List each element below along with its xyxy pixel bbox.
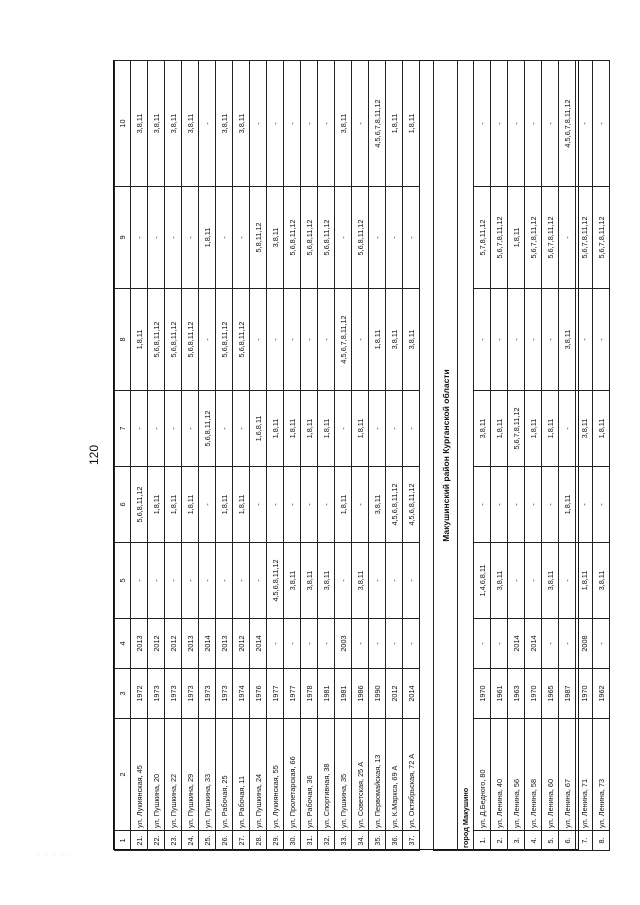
table-cell: - bbox=[267, 61, 284, 187]
table-cell: - bbox=[199, 289, 216, 391]
table-cell: - bbox=[576, 289, 593, 391]
table-row bbox=[386, 61, 403, 851]
table-cell: - bbox=[593, 61, 610, 187]
table-cell: - bbox=[576, 467, 593, 543]
table-cell: ул. Д.Бедного, 80 bbox=[474, 719, 491, 831]
column-number-cell: 9 bbox=[115, 187, 131, 289]
column-number-cell: 10 bbox=[115, 61, 131, 187]
table-cell: - bbox=[131, 391, 148, 467]
table-cell: - bbox=[386, 543, 403, 619]
table-cell: 21. bbox=[131, 831, 148, 851]
table-cell: 1970 bbox=[474, 669, 491, 719]
table-row bbox=[474, 61, 491, 851]
table-cell: 2003 bbox=[335, 619, 352, 669]
table-cell: 1970 bbox=[525, 669, 542, 719]
table-cell: 5,6,7,8,11,12 bbox=[542, 187, 559, 289]
table-cell: - bbox=[542, 61, 559, 187]
table-cell: - bbox=[216, 543, 233, 619]
column-number-cell: 7 bbox=[115, 391, 131, 467]
table-cell: - bbox=[182, 187, 199, 289]
table-cell: 5,6,8,11,12 bbox=[199, 391, 216, 467]
table-cell: 26. bbox=[216, 831, 233, 851]
separator-row bbox=[420, 61, 434, 851]
table-cell: 1973 bbox=[148, 669, 165, 719]
table-cell: 2014 bbox=[403, 669, 420, 719]
table-cell: - bbox=[335, 543, 352, 619]
table-cell: - bbox=[593, 619, 610, 669]
table-cell: 30. bbox=[284, 831, 301, 851]
table-cell: ул. Пушкина, 35 bbox=[335, 719, 352, 831]
table-cell: 2014 bbox=[250, 619, 267, 669]
table-cell: - bbox=[508, 289, 525, 391]
table-cell: - bbox=[352, 61, 369, 187]
district-section-row bbox=[434, 61, 458, 851]
table-cell: - bbox=[525, 543, 542, 619]
table-cell: 3,8,11 bbox=[491, 543, 508, 619]
table-cell: - bbox=[403, 187, 420, 289]
table-row bbox=[508, 61, 525, 851]
table-cell: 1986 bbox=[352, 669, 369, 719]
table-cell: 2012 bbox=[386, 669, 403, 719]
table-cell: ул. Ленина, 73 bbox=[593, 719, 610, 831]
table-cell: 2008 bbox=[576, 619, 593, 669]
table-cell: 1,8,11 bbox=[335, 467, 352, 543]
table-row bbox=[233, 61, 250, 851]
table-cell: 5,6,7,8,11,12 bbox=[576, 187, 593, 289]
table-cell: 1,8,11 bbox=[491, 391, 508, 467]
table-cell: - bbox=[369, 543, 386, 619]
table-cell: 4,5,6,7,8,11,12 bbox=[369, 61, 386, 187]
table-cell: 1,6,8,11 bbox=[250, 391, 267, 467]
table-cell: 1987 bbox=[559, 669, 576, 719]
table-cell: 22. bbox=[148, 831, 165, 851]
table-cell: - bbox=[199, 543, 216, 619]
table-cell: 5,6,7,8,11,12 bbox=[593, 187, 610, 289]
table-cell: - bbox=[335, 187, 352, 289]
table-row bbox=[284, 61, 301, 851]
table-cell: - bbox=[474, 619, 491, 669]
table-cell: 1,8,11 bbox=[148, 467, 165, 543]
table-cell: 3,8,11 bbox=[284, 543, 301, 619]
column-number-header-row bbox=[115, 61, 131, 851]
table-cell: 1,8,11 bbox=[576, 543, 593, 619]
table-row bbox=[335, 61, 352, 851]
table-row bbox=[199, 61, 216, 851]
table-cell: ул. Пролетарская, 66 bbox=[284, 719, 301, 831]
column-number-cell: 8 bbox=[115, 289, 131, 391]
table-cell: - bbox=[301, 467, 318, 543]
table-cell: 1,8,11 bbox=[199, 187, 216, 289]
table-cell: 1976 bbox=[250, 669, 267, 719]
table-cell: 5,6,8,11,12 bbox=[216, 289, 233, 391]
table-cell: 27. bbox=[233, 831, 250, 851]
table-cell: 5. bbox=[542, 831, 559, 851]
table-cell: 1,8,11 bbox=[301, 391, 318, 467]
table-cell: - bbox=[474, 289, 491, 391]
table-cell: ул. Пушкина, 22 bbox=[165, 719, 182, 831]
table-row bbox=[131, 61, 148, 851]
table-cell: 23. bbox=[165, 831, 182, 851]
table-cell: 32. bbox=[318, 831, 335, 851]
separator-cell bbox=[420, 61, 434, 851]
table-cell: 3,8,11 bbox=[576, 391, 593, 467]
table-cell: - bbox=[474, 61, 491, 187]
table-cell: 33. bbox=[335, 831, 352, 851]
table-row bbox=[593, 61, 610, 851]
table-cell: 1. bbox=[474, 831, 491, 851]
table-cell: 3,8,11 bbox=[165, 61, 182, 187]
table-cell: - bbox=[216, 391, 233, 467]
table-cell: 2013 bbox=[182, 619, 199, 669]
table-body bbox=[115, 61, 610, 851]
table-cell: - bbox=[148, 187, 165, 289]
table-row bbox=[148, 61, 165, 851]
table-cell: - bbox=[165, 391, 182, 467]
column-number-cell: 5 bbox=[115, 543, 131, 619]
table-cell: - bbox=[301, 619, 318, 669]
table-cell: 28. bbox=[250, 831, 267, 851]
table-cell: - bbox=[318, 61, 335, 187]
table-cell: 5,6,8,11,12 bbox=[301, 187, 318, 289]
table-cell: 1,8,11 bbox=[593, 391, 610, 467]
table-cell: - bbox=[403, 391, 420, 467]
table-cell: - bbox=[369, 391, 386, 467]
table-cell: 5,7,8,11,12 bbox=[474, 187, 491, 289]
table-cell: 1,8,11 bbox=[131, 289, 148, 391]
table-cell: - bbox=[559, 543, 576, 619]
table-cell: - bbox=[559, 187, 576, 289]
table-cell: 2012 bbox=[148, 619, 165, 669]
table-cell: ул. Пушкина, 29 bbox=[182, 719, 199, 831]
table-cell: 1970 bbox=[576, 669, 593, 719]
table-cell: 1,8,11 bbox=[369, 289, 386, 391]
table-cell: - bbox=[250, 467, 267, 543]
table-cell: - bbox=[525, 61, 542, 187]
table-row bbox=[403, 61, 420, 851]
table-cell: - bbox=[199, 61, 216, 187]
table-cell: 37. bbox=[403, 831, 420, 851]
column-number-cell: 4 bbox=[115, 619, 131, 669]
column-number-cell: 3 bbox=[115, 669, 131, 719]
table-cell: 1,8,11 bbox=[216, 467, 233, 543]
table-cell: - bbox=[559, 619, 576, 669]
table-cell: 4. bbox=[525, 831, 542, 851]
table-cell: ул. Ленина, 58 bbox=[525, 719, 542, 831]
table-cell: 3,8,11 bbox=[352, 543, 369, 619]
table-cell: 1,8,11 bbox=[352, 391, 369, 467]
table-cell: 5,6,7,8,11,12 bbox=[491, 187, 508, 289]
table-cell: 5,6,8,11,12 bbox=[148, 289, 165, 391]
table-cell: 1965 bbox=[542, 669, 559, 719]
table-cell: ул. Советская, 25 А bbox=[352, 719, 369, 831]
table-cell: - bbox=[148, 391, 165, 467]
table-row bbox=[559, 61, 576, 851]
table-cell: 6. bbox=[559, 831, 576, 851]
table-cell: - bbox=[318, 467, 335, 543]
table-cell: 1973 bbox=[216, 669, 233, 719]
table-cell: 1961 bbox=[491, 669, 508, 719]
table-cell: - bbox=[182, 391, 199, 467]
table-cell: 1977 bbox=[267, 669, 284, 719]
table-row bbox=[267, 61, 284, 851]
housing-repair-schedule-table bbox=[114, 60, 610, 851]
table-cell: - bbox=[199, 467, 216, 543]
table-cell: - bbox=[542, 467, 559, 543]
table-cell: 4,5,6,8,11,12 bbox=[386, 467, 403, 543]
table-cell: 2014 bbox=[508, 619, 525, 669]
table-cell: 3,8,11 bbox=[301, 543, 318, 619]
table-cell: - bbox=[403, 619, 420, 669]
table-cell: 5,6,8,11,12 bbox=[284, 187, 301, 289]
table-cell: ул. Первомайская, 13 bbox=[369, 719, 386, 831]
table-cell: ул. Рабочая, 25 bbox=[216, 719, 233, 831]
table-cell: 1,8,11 bbox=[165, 467, 182, 543]
table-cell: 3,8,11 bbox=[386, 289, 403, 391]
table-cell: 1977 bbox=[284, 669, 301, 719]
table-cell: 31. bbox=[301, 831, 318, 851]
table-cell: - bbox=[559, 391, 576, 467]
table-cell: ул. Рабочая, 36 bbox=[301, 719, 318, 831]
district-title: Макушинский район Курганской области bbox=[434, 61, 458, 851]
table-cell: 1973 bbox=[165, 669, 182, 719]
table-cell: - bbox=[491, 289, 508, 391]
table-cell: - bbox=[508, 61, 525, 187]
table-cell: - bbox=[369, 619, 386, 669]
table-cell: ул. Пушкина, 20 bbox=[148, 719, 165, 831]
table-cell: ул. Октябрьская, 72 А bbox=[403, 719, 420, 831]
table-cell: 3,8,11 bbox=[593, 543, 610, 619]
table-cell: 1,8,11 bbox=[182, 467, 199, 543]
table-row bbox=[318, 61, 335, 851]
table-cell: 1973 bbox=[199, 669, 216, 719]
table-cell: ул. Пушкина, 24 bbox=[250, 719, 267, 831]
table-cell: - bbox=[233, 543, 250, 619]
table-cell: 5,6,7,8,11,12 bbox=[525, 187, 542, 289]
table-cell: 2014 bbox=[199, 619, 216, 669]
table-cell: 5,6,8,11,12 bbox=[352, 187, 369, 289]
table-cell: 1981 bbox=[335, 669, 352, 719]
table-cell: - bbox=[386, 391, 403, 467]
table-cell: - bbox=[525, 289, 542, 391]
table-cell: 5,6,8,11,12 bbox=[318, 187, 335, 289]
table-cell: 3,8,11 bbox=[542, 543, 559, 619]
table-cell: 3,8,11 bbox=[335, 61, 352, 187]
table-cell: 8. bbox=[593, 831, 610, 851]
table-cell: 3,8,11 bbox=[403, 289, 420, 391]
table-cell: 1978 bbox=[301, 669, 318, 719]
table-cell: - bbox=[284, 289, 301, 391]
table-cell: - bbox=[250, 543, 267, 619]
table-cell: 29. bbox=[267, 831, 284, 851]
table-cell: 2013 bbox=[216, 619, 233, 669]
table-cell: - bbox=[491, 61, 508, 187]
table-cell: 1,8,11 bbox=[525, 391, 542, 467]
table-cell: - bbox=[284, 61, 301, 187]
table-cell: - bbox=[182, 543, 199, 619]
table-cell: 5,6,8,11,12 bbox=[131, 467, 148, 543]
table-cell: - bbox=[318, 289, 335, 391]
table-cell: - bbox=[525, 467, 542, 543]
table-cell: - bbox=[233, 187, 250, 289]
table-cell: 5,8,11,12 bbox=[250, 187, 267, 289]
table-cell: 3,8,11 bbox=[318, 543, 335, 619]
table-cell: - bbox=[508, 543, 525, 619]
table-row bbox=[576, 61, 593, 851]
table-cell: - bbox=[335, 391, 352, 467]
table-cell: 3,8,11 bbox=[233, 61, 250, 187]
table-cell: 25. bbox=[199, 831, 216, 851]
table-cell: 4,5,6,7,8,11,12 bbox=[335, 289, 352, 391]
table-cell: 2014 bbox=[525, 619, 542, 669]
table-cell: - bbox=[576, 61, 593, 187]
table-cell: 1972 bbox=[131, 669, 148, 719]
table-cell: ул. Рабочая, 11 bbox=[233, 719, 250, 831]
table-cell: - bbox=[369, 187, 386, 289]
table-cell: 35. bbox=[369, 831, 386, 851]
rotated-table-wrapper bbox=[114, 61, 606, 851]
table-row bbox=[352, 61, 369, 851]
table-cell: 5,6,8,11,12 bbox=[165, 289, 182, 391]
table-cell: 1,8,11 bbox=[386, 61, 403, 187]
table-cell: - bbox=[250, 61, 267, 187]
table-cell: 1,8,11 bbox=[284, 391, 301, 467]
table-cell: - bbox=[352, 619, 369, 669]
table-cell: 1981 bbox=[318, 669, 335, 719]
table-cell: 3,8,11 bbox=[131, 61, 148, 187]
table-cell: ул. Спортивная, 38 bbox=[318, 719, 335, 831]
table-cell: - bbox=[250, 289, 267, 391]
table-cell: 2012 bbox=[165, 619, 182, 669]
table-cell: ул. Ленина, 60 bbox=[542, 719, 559, 831]
table-cell: - bbox=[131, 543, 148, 619]
table-cell: - bbox=[386, 187, 403, 289]
table-cell: 1,4,6,8,11 bbox=[474, 543, 491, 619]
table-cell: 3,8,11 bbox=[267, 187, 284, 289]
table-cell: 1962 bbox=[593, 669, 610, 719]
table-cell: - bbox=[165, 543, 182, 619]
table-cell: - bbox=[301, 61, 318, 187]
table-cell: 1,8,11 bbox=[559, 467, 576, 543]
table-cell: ул. Ленина, 40 bbox=[491, 719, 508, 831]
table-cell: 24. bbox=[182, 831, 199, 851]
table-cell: 2. bbox=[491, 831, 508, 851]
page-number: 120 bbox=[87, 444, 101, 466]
table-cell: - bbox=[284, 467, 301, 543]
table-cell: 36. bbox=[386, 831, 403, 851]
table-cell: 2012 bbox=[233, 619, 250, 669]
table-cell: - bbox=[542, 289, 559, 391]
table-cell: - bbox=[267, 467, 284, 543]
table-cell: ул. Пушкина, 33 bbox=[199, 719, 216, 831]
table-row bbox=[216, 61, 233, 851]
table-cell: - bbox=[148, 543, 165, 619]
table-cell: 3,8,11 bbox=[559, 289, 576, 391]
table-row bbox=[369, 61, 386, 851]
table-cell: 3. bbox=[508, 831, 525, 851]
table-cell: - bbox=[165, 187, 182, 289]
column-number-cell: 6 bbox=[115, 467, 131, 543]
table-cell: 1,8,11 bbox=[267, 391, 284, 467]
table-cell: - bbox=[593, 467, 610, 543]
table-cell: - bbox=[542, 619, 559, 669]
table-cell: 3,8,11 bbox=[148, 61, 165, 187]
city-label: город Макушино bbox=[458, 61, 474, 851]
table-cell: - bbox=[318, 619, 335, 669]
table-cell: ул. Ленина, 71 bbox=[576, 719, 593, 831]
document-table-frame bbox=[113, 60, 606, 850]
table-cell: 3,8,11 bbox=[369, 467, 386, 543]
table-cell: 5,6,7,8,11,12 bbox=[508, 391, 525, 467]
table-cell: - bbox=[267, 289, 284, 391]
column-number-cell: 1 bbox=[115, 831, 131, 851]
table-cell: ул. Лукиянская, 45 bbox=[131, 719, 148, 831]
table-cell: 1963 bbox=[508, 669, 525, 719]
table-cell: 1973 bbox=[182, 669, 199, 719]
table-cell: 1,8,11 bbox=[318, 391, 335, 467]
table-row bbox=[182, 61, 199, 851]
table-cell: - bbox=[491, 619, 508, 669]
table-cell: ул. Ленина, 56 bbox=[508, 719, 525, 831]
table-row bbox=[542, 61, 559, 851]
table-cell: 3,8,11 bbox=[182, 61, 199, 187]
table-cell: 1974 bbox=[233, 669, 250, 719]
table-cell: 4,5,6,7,8,11,12 bbox=[559, 61, 576, 187]
table-cell: 1,8,11 bbox=[508, 187, 525, 289]
table-cell: - bbox=[508, 467, 525, 543]
table-cell: - bbox=[267, 619, 284, 669]
table-cell: 4,5,6,8,11,12 bbox=[403, 467, 420, 543]
scan-artifact: · · · · · bbox=[38, 852, 73, 858]
table-cell: - bbox=[216, 187, 233, 289]
table-cell: ул. Ленина, 67 bbox=[559, 719, 576, 831]
table-cell: 1990 bbox=[369, 669, 386, 719]
table-cell: - bbox=[284, 619, 301, 669]
table-cell: 3,8,11 bbox=[474, 391, 491, 467]
table-row bbox=[165, 61, 182, 851]
table-cell: - bbox=[491, 467, 508, 543]
table-row bbox=[301, 61, 318, 851]
table-cell: - bbox=[233, 391, 250, 467]
table-cell: - bbox=[352, 467, 369, 543]
table-row bbox=[250, 61, 267, 851]
table-cell: - bbox=[131, 187, 148, 289]
table-cell: 3,8,11 bbox=[216, 61, 233, 187]
city-row bbox=[458, 61, 474, 851]
table-cell: 5,6,8,11,12 bbox=[233, 289, 250, 391]
table-cell: - bbox=[593, 289, 610, 391]
table-cell: - bbox=[352, 289, 369, 391]
table-cell: 2013 bbox=[131, 619, 148, 669]
table-cell: 1,8,11 bbox=[403, 61, 420, 187]
table-cell: ул. Лукиянская, 55 bbox=[267, 719, 284, 831]
table-cell: - bbox=[301, 289, 318, 391]
table-cell: ул. К.Маркса, 69 А bbox=[386, 719, 403, 831]
table-row bbox=[491, 61, 508, 851]
table-cell: 1,8,11 bbox=[233, 467, 250, 543]
table-cell: 5,6,8,11,12 bbox=[182, 289, 199, 391]
table-cell: 7. bbox=[576, 831, 593, 851]
table-cell: 1,8,11 bbox=[542, 391, 559, 467]
table-cell: 34. bbox=[352, 831, 369, 851]
table-cell: 4,5,6,8,11,12 bbox=[267, 543, 284, 619]
table-cell: - bbox=[474, 467, 491, 543]
table-cell: - bbox=[386, 619, 403, 669]
table-cell: - bbox=[403, 543, 420, 619]
table-row bbox=[525, 61, 542, 851]
column-number-cell: 2 bbox=[115, 719, 131, 831]
